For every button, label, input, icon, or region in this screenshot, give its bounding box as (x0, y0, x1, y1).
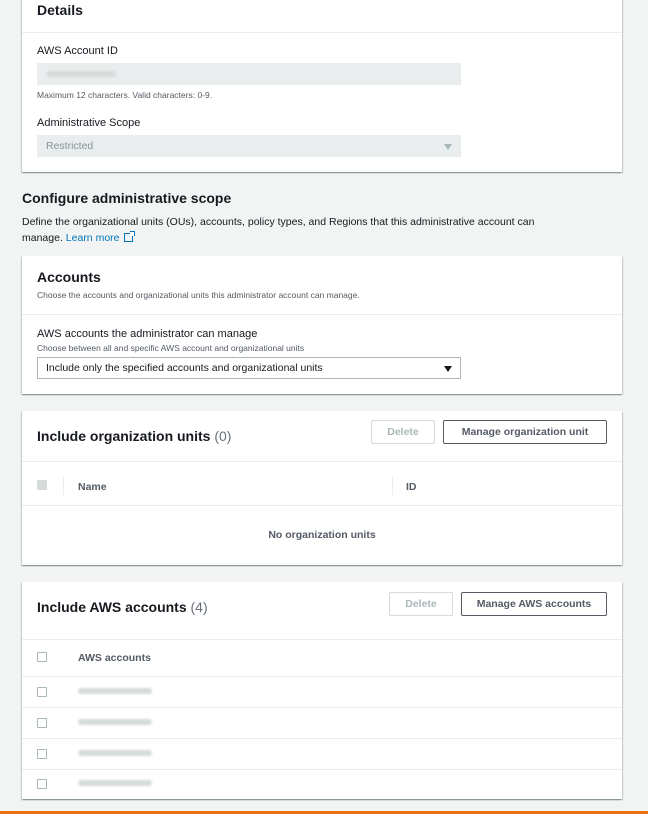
chevron-down-icon (444, 366, 452, 372)
org-units-count: (0) (214, 428, 232, 444)
configure-description-line1: Define the organizational units (OUs), accounts, policy types, and Regions that this administrative account can (22, 216, 535, 228)
column-divider (63, 477, 64, 495)
org-units-title (37, 428, 231, 444)
aws-accounts-title (37, 599, 208, 615)
row-checkbox[interactable] (37, 687, 47, 697)
external-link-icon (124, 233, 133, 242)
learn-more-link[interactable] (66, 232, 133, 244)
row-checkbox[interactable] (37, 718, 47, 728)
divider (22, 314, 622, 315)
column-name: Name (78, 481, 107, 493)
scope-label: Administrative Scope (37, 117, 141, 129)
select-all-checkbox[interactable] (37, 480, 47, 490)
manage-accounts-label: AWS accounts the administrator can manage (37, 328, 258, 340)
details-title: Details (37, 2, 83, 18)
accounts-title: Accounts (37, 269, 101, 285)
account-number (78, 750, 152, 756)
manage-accounts-value: Include only the specified accounts and organizational units (46, 362, 323, 374)
delete-account-button[interactable]: Delete (389, 592, 453, 616)
account-number (78, 688, 152, 694)
column-aws-accounts: AWS accounts (78, 652, 151, 664)
learn-more-label: Learn more (65, 232, 120, 244)
column-id: ID (406, 481, 417, 493)
accounts-description: Choose the accounts and organizational units this administrator account can manage. (37, 290, 360, 300)
divider (22, 32, 622, 33)
divider (22, 639, 622, 640)
delete-org-unit-button[interactable]: Delete (371, 420, 435, 444)
chevron-down-icon (444, 144, 452, 150)
table-row[interactable] (22, 708, 622, 738)
account-id-field (37, 63, 461, 85)
configure-description (22, 214, 622, 246)
scope-select (37, 135, 461, 157)
manage-accounts-hint: Choose between all and specific AWS account and organizational units (37, 343, 305, 353)
scope-value: Restricted (46, 140, 94, 152)
org-units-title-text: Include organization units (37, 428, 211, 444)
configure-description-line2: manage. (22, 232, 63, 244)
divider (22, 505, 622, 506)
details-panel (22, 0, 622, 172)
manage-org-unit-button[interactable]: Manage organization unit (443, 420, 607, 444)
row-checkbox[interactable] (37, 779, 47, 789)
configure-title: Configure administrative scope (22, 190, 232, 206)
table-row[interactable] (22, 770, 622, 799)
divider (22, 461, 622, 462)
row-checkbox[interactable] (37, 749, 47, 759)
aws-accounts-panel (22, 582, 622, 799)
account-id-label: AWS Account ID (37, 45, 118, 57)
column-divider (392, 477, 393, 495)
select-all-checkbox[interactable] (37, 652, 47, 662)
manage-accounts-select[interactable] (37, 357, 461, 379)
account-number (78, 780, 152, 786)
table-row[interactable] (22, 739, 622, 769)
aws-accounts-title-text: Include AWS accounts (37, 599, 187, 615)
org-units-panel (22, 411, 622, 565)
table-row[interactable] (22, 677, 622, 707)
account-number (78, 719, 152, 725)
accounts-panel (22, 256, 622, 394)
manage-aws-accounts-button[interactable]: Manage AWS accounts (461, 592, 607, 616)
aws-accounts-count: (4) (190, 599, 208, 615)
empty-state-text: No organization units (268, 529, 376, 541)
account-id-value (46, 71, 116, 77)
account-id-hint: Maximum 12 characters. Valid characters: 0-9. (37, 90, 213, 100)
